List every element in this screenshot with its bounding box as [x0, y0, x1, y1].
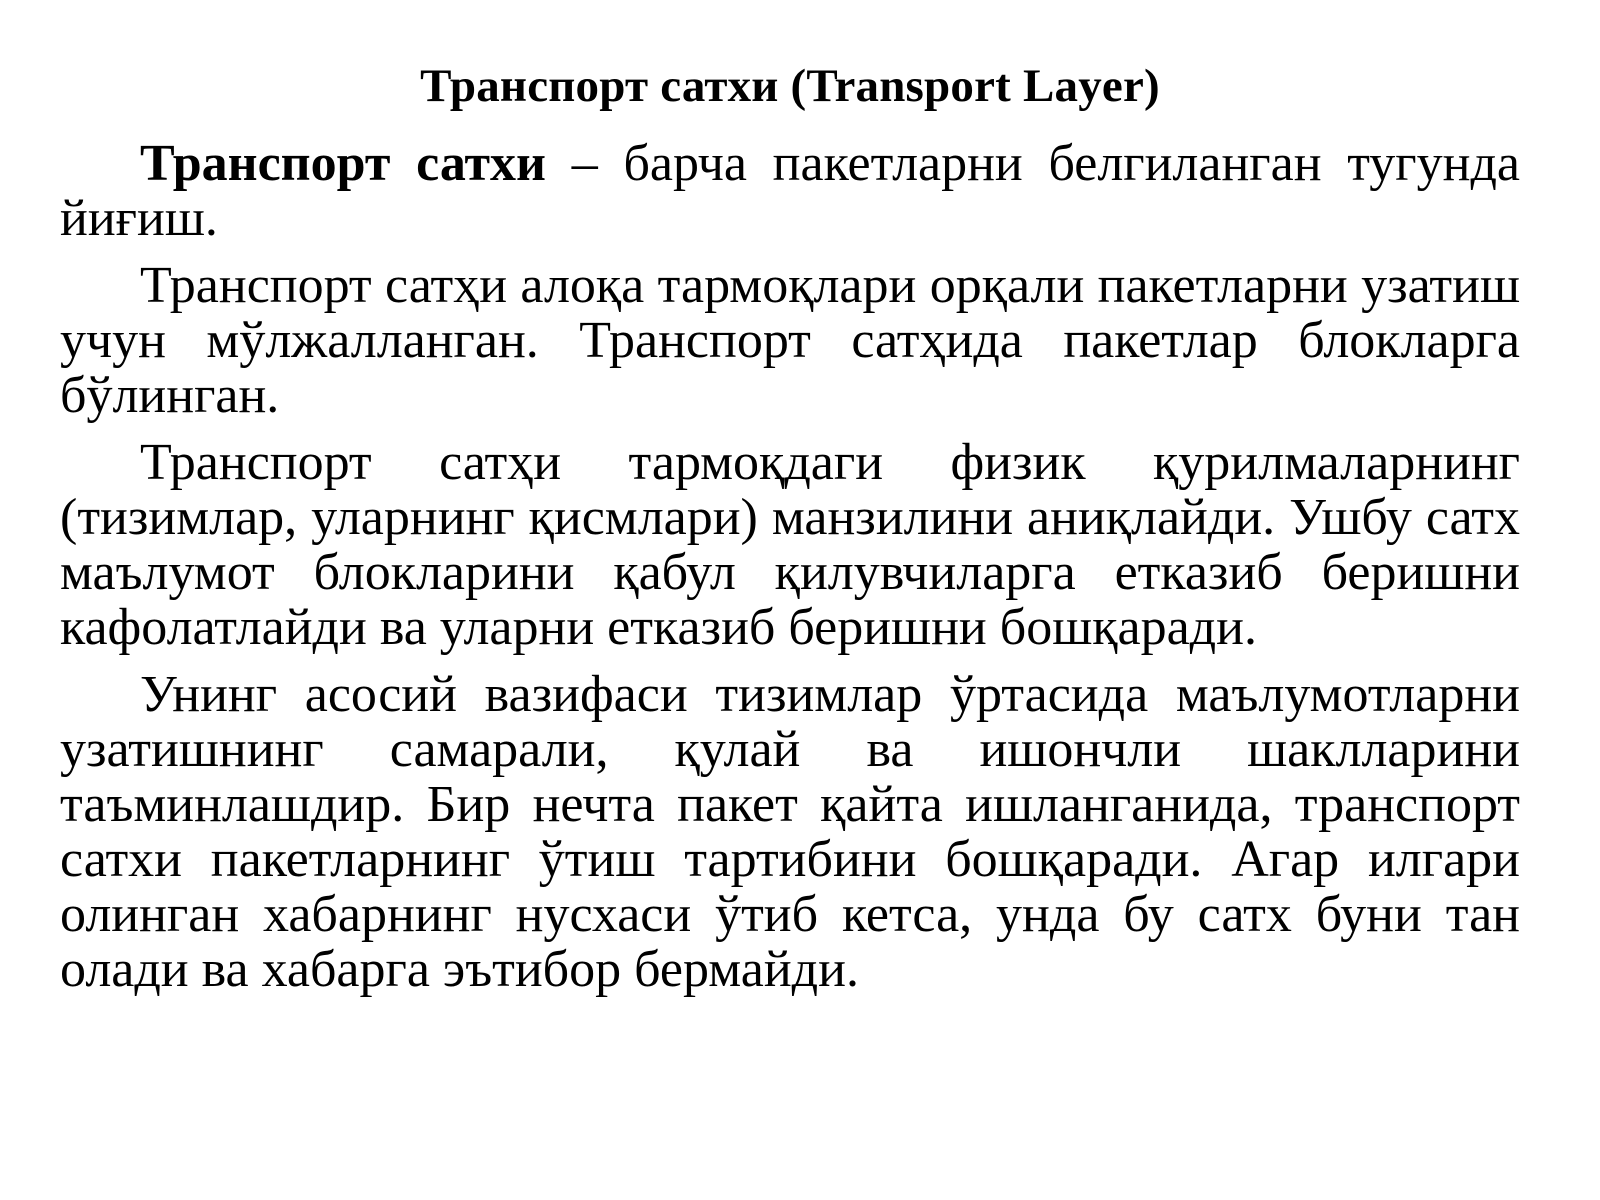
paragraph-text: Транспорт сатҳи алоқа тармоқлари орқали пакетларни узатиш учун мўлжалланган. Транспорт сатҳида пакетлар блокларга бўлинган. [60, 257, 1520, 424]
paragraph-text: Унинг асосий вазифаси тизимлар ўртасида маълумотларни узатишнинг самарали, қулай ва ишончли шаклларини таъминлашдир. Бир нечта пакет қайта ишланганида, транспорт сатхи пакетларнинг ўтиш тартибини бошқаради. Агар илгари олинган хабарнинг нусхаси ўтиб кетса, унда бу сатх буни тан олади ва хабарга эътибор бермайди. [60, 666, 1520, 998]
paragraph-main-function [60, 667, 1520, 997]
paragraph-addressing [60, 435, 1520, 655]
page-title: Транспорт сатхи (Transport Layer) [420, 60, 1160, 112]
paragraph-purpose [60, 258, 1520, 423]
document-page [60, 56, 1520, 1009]
paragraph-definition [60, 136, 1520, 246]
paragraph-text: Транспорт сатҳи тармоқдаги физик қурилмаларнинг (тизимлар, уларнинг қисмлари) манзилини аниқлайди. Ушбу сатх маълумот блокларини қабул қилувчиларга етказиб беришни кафолатлайди ва уларни етказиб беришни бошқаради. [60, 434, 1520, 656]
defined-term: Транспорт сатхи [140, 135, 547, 192]
definition-text: – барча пакетларни белгиланган тугунда йиғиш. [60, 135, 1520, 247]
